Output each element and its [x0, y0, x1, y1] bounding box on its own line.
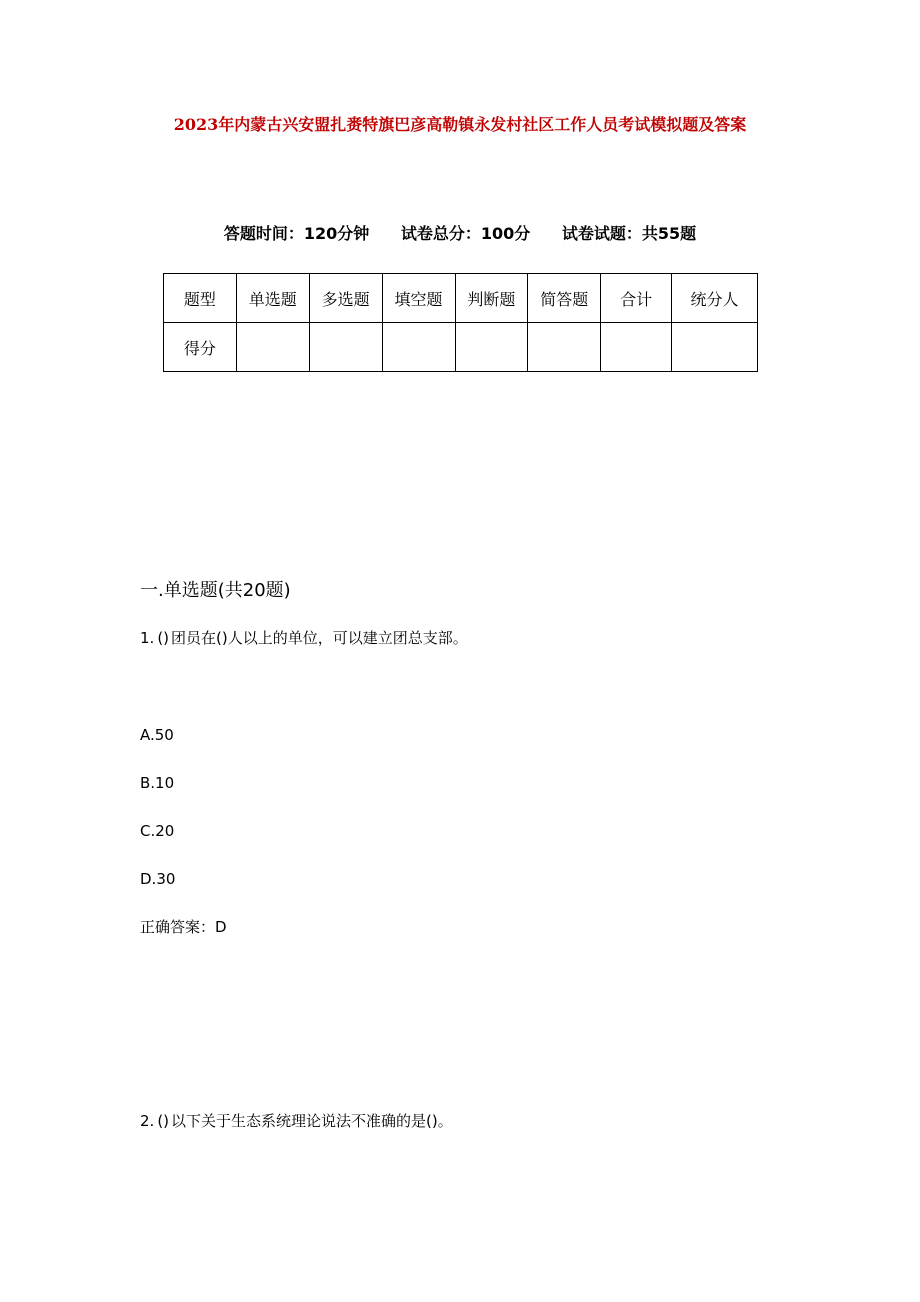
exam-question-count: 试卷试题：共55题 [561, 224, 697, 243]
question-text: 以下关于生态系统理论说法不准确的是()。 [171, 1112, 453, 1130]
header-cell-type: 题型 [164, 274, 237, 323]
score-table [163, 273, 758, 372]
score-cell [455, 323, 528, 372]
question-1-stem [140, 627, 468, 649]
score-row-label: 得分 [164, 323, 237, 372]
header-cell-scorer: 统分人 [672, 274, 758, 323]
exam-time: 答题时间：120分钟 [223, 224, 370, 243]
header-cell-fill-blank: 填空题 [382, 274, 455, 323]
section-heading: 一.单选题(共20题) [140, 580, 291, 601]
question-number: 2. [140, 1112, 155, 1130]
score-cell [309, 323, 382, 372]
option-a: A.50 [140, 726, 174, 744]
question-2-stem [140, 1110, 453, 1132]
option-d: D.30 [140, 870, 176, 888]
exam-meta [0, 222, 920, 246]
header-cell-total: 合计 [601, 274, 672, 323]
score-table-header-row [164, 274, 758, 323]
option-b: B.10 [140, 774, 175, 792]
score-table-score-row [164, 323, 758, 372]
score-cell [528, 323, 601, 372]
document-title: 2023年内蒙古兴安盟扎赉特旗巴彦高勒镇永发村社区工作人员考试模拟题及答案 [173, 115, 747, 134]
question-text: 团员在()人以上的单位，可以建立团总支部。 [171, 629, 468, 647]
correct-answer: 正确答案：D [140, 918, 227, 936]
header-cell-true-false: 判断题 [455, 274, 528, 323]
score-cell [601, 323, 672, 372]
score-cell [672, 323, 758, 372]
header-cell-single-choice: 单选题 [236, 274, 309, 323]
header-cell-short-answer: 简答题 [528, 274, 601, 323]
score-cell [236, 323, 309, 372]
option-c: C.20 [140, 822, 175, 840]
answer-blank: () [157, 629, 170, 647]
score-cell [382, 323, 455, 372]
question-number: 1. [140, 629, 155, 647]
answer-blank: () [157, 1112, 170, 1130]
header-cell-multiple-choice: 多选题 [309, 274, 382, 323]
exam-total-score: 试卷总分：100分 [400, 224, 531, 243]
